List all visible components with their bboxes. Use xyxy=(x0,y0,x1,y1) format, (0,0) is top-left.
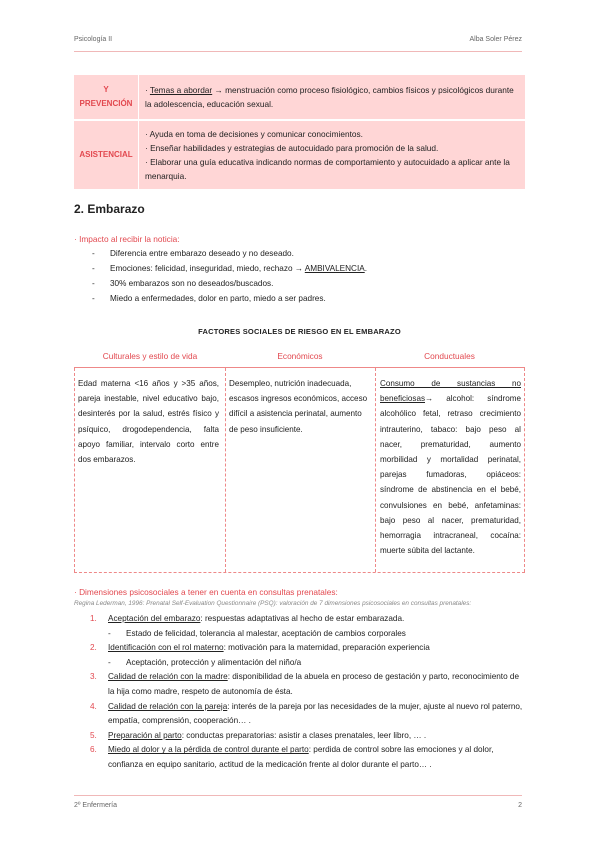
header-divider xyxy=(74,51,522,52)
list-item: - Estado de felicidad, tolerancia al malestar, aceptación de cambios corporales xyxy=(74,627,525,642)
intervention-table xyxy=(74,75,525,189)
dimensiones-list xyxy=(74,612,525,773)
dimensiones-source: Regina Lederman, 1996: Prenatal Self-Evaluation Questionnaire (PSQ): valoración de 7 dimensiones psicosociales en consultas prenatales: xyxy=(74,600,472,607)
table-row xyxy=(74,75,525,119)
footer-course: 2º Enfermería xyxy=(74,802,118,809)
page-footer xyxy=(74,802,522,809)
dimensiones-title: · Dimensiones psicosociales a tener en cuenta en consultas prenatales: xyxy=(74,587,338,597)
list-item: - Emociones: felicidad, inseguridad, miedo, rechazo → AMBIVALENCIA. xyxy=(92,261,367,276)
list-item: - Aceptación, protección y alimentación del niño/a xyxy=(74,656,525,671)
list-item: 4. Calidad de relación con la pareja: interés de la pareja por las necesidades de la mujer, ajuste al nuevo rol paterno, empatía, comprensión, cooperación… . xyxy=(90,701,523,726)
header-author: Alba Soler Pérez xyxy=(469,36,522,43)
page-number: 2 xyxy=(518,802,522,809)
row-label-asistencial: ASISTENCIAL xyxy=(74,119,139,189)
list-item: 3. Calidad de relación con la madre: disponibilidad de la abuela en proceso de gestación y parto, reconocimiento de la hija como madre, respeto de autonomía de ésta. xyxy=(90,672,520,696)
col-header-culturales: Culturales y estilo de vida xyxy=(102,351,198,361)
col-economicos-text: Desempleo, nutrición inadecuada, escasos ingresos económicos, acceso difícil a asistencia perinatal, aumento de peso insuficiente. xyxy=(229,379,368,434)
row-text-prevencion: · Temas a abordar → menstruación como proceso fisiológico, cambios físicos y psicológicos durante la adolescencia, educación sexual. xyxy=(139,75,525,119)
footer-divider xyxy=(74,795,522,796)
list-item: 1. Aceptación del embarazo: respuestas adaptativas al hecho de estar embarazada. xyxy=(90,614,405,623)
impacto-list xyxy=(92,246,367,306)
table-row xyxy=(74,119,525,189)
list-item: - 30% embarazos son no deseados/buscados. xyxy=(92,276,367,291)
factores-title: FACTORES SOCIALES DE RIESGO EN EL EMBARAZO xyxy=(198,327,401,336)
list-item: - Miedo a enfermedades, dolor en parto, miedo a ser padres. xyxy=(92,291,367,306)
col-header-conductuales: Conductuales xyxy=(424,351,475,361)
col-conductuales-text: Consumo de sustancias no beneficiosas→ alcohol: síndrome alcohólico fetal, retraso crecimiento intrauterino, tabaco: bajo peso al nacer, prematuridad, aumento morbilidad y mortalidad perinatal, parejas fumadoras, opiáceos: síndrome de abstinencia en el bebé, convulsiones en bebé, anfetaminas: bajo peso al nacer, prematuridad, hemorragia intracraneal, cocaína: muerte súbita del lactante. xyxy=(380,379,521,556)
col-header-economicos: Económicos xyxy=(277,351,323,361)
list-item: - Diferencia entre embarazo deseado y no deseado. xyxy=(92,246,367,261)
col-culturales-text: Edad materna <16 años y >35 años, pareja inestable, nivel educativo bajo, desinterés por la salud, estrés físico y psíquico, drogodependencia, falta apoyo familiar, intervalo corto entre dos embarazos. xyxy=(78,379,219,465)
list-item: 2. Identificación con el rol materno: motivación para la maternidad, preparación experiencia xyxy=(90,643,430,653)
list-item: 5. Preparación al parto: conductas preparatorias: asistir a clases prenatales, leer libro, … . xyxy=(90,730,427,740)
temas-link: Temas a abordar xyxy=(149,85,213,95)
section-heading: 2. Embarazo xyxy=(74,202,145,216)
list-item: 6. Miedo al dolor y a la pérdida de control durante el parto: perdida de control sobre las emociones y al dolor, confianza en equipo sanitario, actitud de la medicación frente al dolor durante el parto… . xyxy=(90,745,494,769)
row-text-asistencial: · Ayuda en toma de decisiones y comunicar conocimientos. · Enseñar habilidades y estrategias de autocuidado para promoción de la salud. · Elaborar una guía educativa indicando normas de comportamiento y autocuidado a aplicar ante la menarquia. xyxy=(139,119,525,189)
factores-table xyxy=(74,367,525,573)
row-label-prevencion: Y PREVENCIÓN xyxy=(74,75,139,119)
page-header xyxy=(74,36,522,43)
impacto-title: · Impacto al recibir la noticia: xyxy=(74,234,180,244)
header-course: Psicología II xyxy=(74,36,113,43)
